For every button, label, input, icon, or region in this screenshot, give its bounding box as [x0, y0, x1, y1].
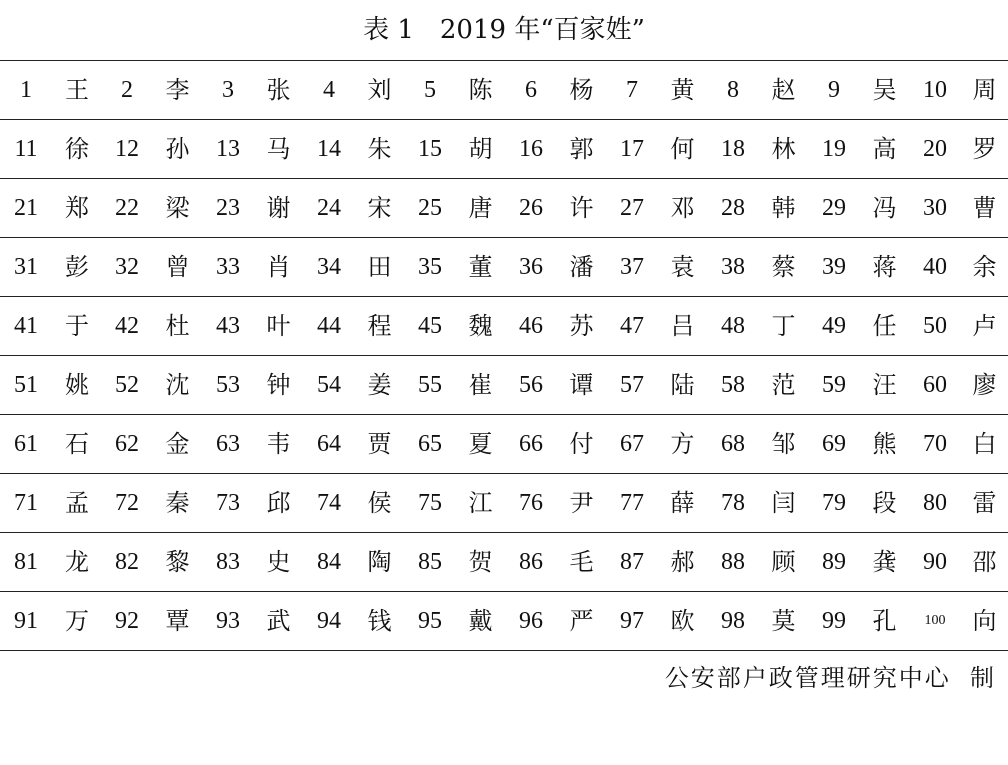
surname-cell: 罗	[972, 135, 997, 163]
surname-cell: 戴	[468, 607, 493, 635]
surname-cell: 毛	[569, 548, 594, 576]
surname-table	[0, 60, 1008, 651]
surname-cell: 余	[972, 253, 997, 281]
table-row	[0, 474, 1008, 533]
surname-cell: 曾	[165, 253, 190, 281]
surname-table-body	[0, 61, 1008, 651]
surname-cell: 贾	[367, 430, 392, 458]
rank-cell: 35	[418, 254, 442, 280]
rank-cell: 61	[14, 431, 38, 457]
rank-cell: 23	[216, 195, 240, 221]
surname-cell: 白	[972, 430, 997, 458]
rank-cell: 96	[519, 608, 543, 634]
rank-cell: 86	[519, 549, 543, 575]
surname-cell: 曹	[972, 194, 997, 222]
surname-cell: 朱	[367, 135, 392, 163]
surname-cell: 杜	[165, 312, 190, 340]
rank-cell: 1	[20, 77, 32, 103]
rank-cell: 30	[923, 195, 947, 221]
surname-cell: 许	[569, 194, 594, 222]
surname-cell: 范	[771, 371, 796, 399]
surname-cell: 高	[872, 135, 897, 163]
rank-cell: 55	[418, 372, 442, 398]
rank-cell: 74	[317, 490, 341, 516]
surname-cell: 周	[972, 76, 997, 104]
surname-cell: 向	[972, 607, 997, 635]
surname-cell: 丁	[771, 312, 796, 340]
surname-cell: 金	[165, 430, 190, 458]
surname-cell: 韩	[771, 194, 796, 222]
rank-cell: 91	[14, 608, 38, 634]
rank-cell: 72	[115, 490, 139, 516]
rank-cell: 52	[115, 372, 139, 398]
rank-cell: 11	[14, 136, 38, 162]
surname-cell: 尹	[569, 489, 594, 517]
rank-cell: 12	[115, 136, 139, 162]
surname-cell: 雷	[972, 489, 997, 517]
surname-cell: 黄	[670, 76, 695, 104]
surname-cell: 袁	[670, 253, 695, 281]
surname-cell: 秦	[165, 489, 190, 517]
rank-cell: 66	[519, 431, 543, 457]
rank-cell: 43	[216, 313, 240, 339]
surname-cell: 吕	[670, 312, 695, 340]
surname-cell: 孟	[65, 489, 89, 517]
surname-cell: 姜	[367, 371, 392, 399]
table-row	[0, 120, 1008, 179]
rank-cell: 64	[317, 431, 341, 457]
surname-cell: 苏	[569, 312, 594, 340]
surname-cell: 钟	[266, 371, 291, 399]
surname-cell: 韦	[266, 430, 291, 458]
rank-cell: 36	[519, 254, 543, 280]
surname-cell: 严	[569, 607, 594, 635]
rank-cell: 100	[924, 613, 946, 628]
rank-cell: 90	[923, 549, 947, 575]
surname-cell: 何	[670, 135, 695, 163]
rank-cell: 69	[822, 431, 846, 457]
rank-cell: 60	[923, 372, 947, 398]
rank-cell: 39	[822, 254, 846, 280]
rank-cell: 7	[626, 77, 638, 103]
rank-cell: 21	[14, 195, 38, 221]
rank-cell: 73	[216, 490, 240, 516]
surname-cell: 陆	[670, 371, 695, 399]
surname-cell: 汪	[872, 371, 897, 399]
surname-cell: 杨	[569, 76, 594, 104]
surname-cell: 欧	[670, 607, 695, 635]
rank-cell: 28	[721, 195, 745, 221]
rank-cell: 9	[828, 77, 840, 103]
surname-cell: 熊	[872, 430, 897, 458]
rank-cell: 97	[620, 608, 644, 634]
rank-cell: 15	[418, 136, 442, 162]
surname-cell: 闫	[771, 489, 796, 517]
rank-cell: 49	[822, 313, 846, 339]
rank-cell: 98	[721, 608, 745, 634]
surname-cell: 龙	[65, 548, 89, 576]
surname-cell: 夏	[468, 430, 493, 458]
rank-cell: 77	[620, 490, 644, 516]
rank-cell: 17	[620, 136, 644, 162]
surname-cell: 邓	[670, 194, 695, 222]
surname-cell: 顾	[771, 548, 796, 576]
rank-cell: 4	[323, 77, 335, 103]
rank-cell: 62	[115, 431, 139, 457]
rank-cell: 3	[222, 77, 234, 103]
surname-cell: 冯	[872, 194, 897, 222]
surname-cell: 蔡	[771, 253, 796, 281]
surname-cell: 彭	[65, 253, 89, 281]
table-row	[0, 238, 1008, 297]
rank-cell: 37	[620, 254, 644, 280]
surname-cell: 郝	[670, 548, 695, 576]
surname-cell: 吴	[872, 76, 897, 104]
surname-cell: 李	[165, 76, 190, 104]
surname-cell: 薛	[670, 489, 695, 517]
rank-cell: 45	[418, 313, 442, 339]
rank-cell: 42	[115, 313, 139, 339]
rank-cell: 58	[721, 372, 745, 398]
rank-cell: 31	[14, 254, 38, 280]
rank-cell: 87	[620, 549, 644, 575]
rank-cell: 16	[519, 136, 543, 162]
rank-cell: 13	[216, 136, 240, 162]
rank-cell: 54	[317, 372, 341, 398]
surname-cell: 胡	[468, 135, 493, 163]
rank-cell: 25	[418, 195, 442, 221]
surname-cell: 莫	[771, 607, 796, 635]
surname-cell: 程	[367, 312, 392, 340]
rank-cell: 19	[822, 136, 846, 162]
surname-cell: 孔	[872, 607, 897, 635]
rank-cell: 40	[923, 254, 947, 280]
rank-cell: 92	[115, 608, 139, 634]
surname-cell: 林	[771, 135, 796, 163]
rank-cell: 24	[317, 195, 341, 221]
surname-cell: 赵	[771, 76, 796, 104]
rank-cell: 84	[317, 549, 341, 575]
rank-cell: 94	[317, 608, 341, 634]
table-row	[0, 533, 1008, 592]
surname-cell: 刘	[367, 76, 392, 104]
rank-cell: 38	[721, 254, 745, 280]
rank-cell: 41	[14, 313, 38, 339]
rank-cell: 75	[418, 490, 442, 516]
rank-cell: 10	[923, 77, 947, 103]
surname-cell: 谢	[266, 194, 291, 222]
surname-cell: 沈	[165, 371, 190, 399]
rank-cell: 6	[525, 77, 537, 103]
rank-cell: 89	[822, 549, 846, 575]
surname-cell: 黎	[165, 548, 190, 576]
surname-cell: 万	[65, 607, 89, 635]
rank-cell: 65	[418, 431, 442, 457]
surname-cell: 梁	[165, 194, 190, 222]
surname-cell: 姚	[65, 371, 89, 399]
surname-cell: 孙	[165, 135, 190, 163]
surname-cell: 方	[670, 430, 695, 458]
surname-cell: 田	[367, 253, 392, 281]
surname-cell: 郭	[569, 135, 594, 163]
surname-cell: 钱	[367, 607, 392, 635]
surname-cell: 江	[468, 489, 493, 517]
rank-cell: 99	[822, 608, 846, 634]
surname-cell: 廖	[972, 371, 997, 399]
surname-cell: 贺	[468, 548, 493, 576]
rank-cell: 67	[620, 431, 644, 457]
rank-cell: 63	[216, 431, 240, 457]
surname-cell: 王	[65, 76, 89, 104]
table-row	[0, 356, 1008, 415]
rank-cell: 34	[317, 254, 341, 280]
rank-cell: 93	[216, 608, 240, 634]
rank-cell: 33	[216, 254, 240, 280]
surname-cell: 邱	[266, 489, 291, 517]
rank-cell: 82	[115, 549, 139, 575]
rank-cell: 76	[519, 490, 543, 516]
rank-cell: 88	[721, 549, 745, 575]
surname-cell: 董	[468, 253, 493, 281]
rank-cell: 50	[923, 313, 947, 339]
rank-cell: 22	[115, 195, 139, 221]
rank-cell: 56	[519, 372, 543, 398]
surname-cell: 段	[872, 489, 897, 517]
table-row	[0, 61, 1008, 120]
surname-cell: 卢	[972, 312, 997, 340]
surname-cell: 史	[266, 548, 291, 576]
rank-cell: 46	[519, 313, 543, 339]
surname-cell: 覃	[165, 607, 190, 635]
rank-cell: 81	[14, 549, 38, 575]
rank-cell: 44	[317, 313, 341, 339]
table-row	[0, 592, 1008, 651]
rank-cell: 78	[721, 490, 745, 516]
rank-cell: 95	[418, 608, 442, 634]
surname-cell: 肖	[266, 253, 291, 281]
surname-cell: 龚	[872, 548, 897, 576]
surname-cell: 叶	[266, 312, 291, 340]
surname-cell: 武	[266, 607, 291, 635]
rank-cell: 59	[822, 372, 846, 398]
surname-cell: 潘	[569, 253, 594, 281]
rank-cell: 71	[14, 490, 38, 516]
rank-cell: 8	[727, 77, 739, 103]
surname-cell: 张	[266, 76, 291, 104]
rank-cell: 70	[923, 431, 947, 457]
surname-cell: 邹	[771, 430, 796, 458]
surname-cell: 郑	[65, 194, 89, 222]
table-row	[0, 179, 1008, 238]
surname-cell: 马	[266, 135, 291, 163]
rank-cell: 83	[216, 549, 240, 575]
surname-cell: 陈	[468, 76, 493, 104]
rank-cell: 26	[519, 195, 543, 221]
rank-cell: 47	[620, 313, 644, 339]
rank-cell: 20	[923, 136, 947, 162]
surname-cell: 唐	[468, 194, 493, 222]
surname-cell: 于	[65, 312, 89, 340]
rank-cell: 79	[822, 490, 846, 516]
rank-cell: 53	[216, 372, 240, 398]
table-row	[0, 415, 1008, 474]
surname-cell: 魏	[468, 312, 493, 340]
rank-cell: 18	[721, 136, 745, 162]
surname-cell: 徐	[65, 135, 89, 163]
rank-cell: 68	[721, 431, 745, 457]
rank-cell: 80	[923, 490, 947, 516]
surname-cell: 谭	[569, 371, 594, 399]
surname-cell: 任	[872, 312, 897, 340]
surname-cell: 石	[65, 430, 89, 458]
surname-cell: 侯	[367, 489, 392, 517]
rank-cell: 2	[121, 77, 133, 103]
table-title: 表 1 2019 年“百家姓”	[363, 15, 645, 45]
surname-cell: 付	[569, 430, 594, 458]
rank-cell: 51	[14, 372, 38, 398]
rank-cell: 48	[721, 313, 745, 339]
rank-cell: 29	[822, 195, 846, 221]
rank-cell: 32	[115, 254, 139, 280]
surname-cell: 蒋	[872, 253, 897, 281]
surname-cell: 陶	[367, 548, 392, 576]
rank-cell: 57	[620, 372, 644, 398]
rank-cell: 85	[418, 549, 442, 575]
surname-cell: 邵	[972, 548, 997, 576]
table-row	[0, 297, 1008, 356]
rank-cell: 5	[424, 77, 436, 103]
surname-cell: 宋	[367, 194, 392, 222]
rank-cell: 14	[317, 136, 341, 162]
rank-cell: 27	[620, 195, 644, 221]
surname-cell: 崔	[468, 371, 493, 399]
issuer-credit: 公安部户政管理研究中心 制	[664, 664, 996, 692]
